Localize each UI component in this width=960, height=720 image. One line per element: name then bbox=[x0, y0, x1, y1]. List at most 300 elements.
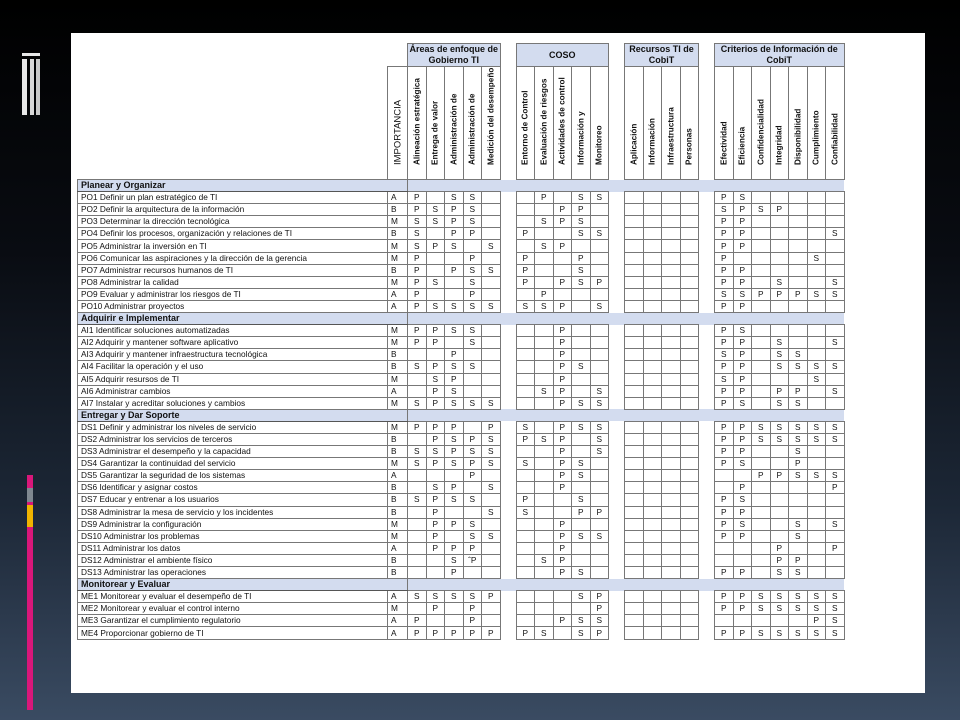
matrix-cell bbox=[752, 458, 771, 470]
table-row bbox=[78, 458, 845, 470]
column-gap bbox=[699, 567, 715, 579]
matrix-cell bbox=[572, 325, 591, 337]
matrix-cell bbox=[752, 506, 771, 518]
section-band bbox=[516, 313, 609, 325]
matrix-cell: S bbox=[408, 458, 427, 470]
matrix-cell: P bbox=[715, 446, 734, 458]
matrix-cell bbox=[643, 385, 662, 397]
matrix-cell bbox=[590, 567, 609, 579]
column-gap bbox=[609, 288, 625, 300]
matrix-cell: S bbox=[770, 627, 789, 639]
table-row bbox=[78, 506, 845, 518]
matrix-cell bbox=[408, 482, 427, 494]
matrix-cell: P bbox=[733, 349, 752, 361]
matrix-cell: S bbox=[590, 530, 609, 542]
importance-value: A bbox=[388, 385, 408, 397]
column-gap bbox=[699, 530, 715, 542]
matrix-cell bbox=[807, 216, 826, 228]
matrix-cell bbox=[680, 518, 699, 530]
importance-value: M bbox=[388, 337, 408, 349]
matrix-cell bbox=[662, 337, 681, 349]
matrix-cell bbox=[625, 397, 644, 409]
matrix-cell bbox=[463, 385, 482, 397]
matrix-cell bbox=[482, 518, 501, 530]
matrix-cell bbox=[826, 494, 845, 506]
matrix-cell bbox=[789, 204, 808, 216]
matrix-cell: P bbox=[572, 252, 591, 264]
matrix-cell bbox=[590, 494, 609, 506]
matrix-cell bbox=[572, 373, 591, 385]
matrix-cell bbox=[752, 228, 771, 240]
matrix-cell bbox=[553, 288, 572, 300]
table-row bbox=[78, 276, 845, 288]
matrix-cell: S bbox=[445, 385, 464, 397]
matrix-cell: P bbox=[408, 300, 427, 312]
importance-value: M bbox=[388, 373, 408, 385]
matrix-cell bbox=[535, 252, 554, 264]
matrix-cell bbox=[826, 567, 845, 579]
matrix-cell bbox=[662, 397, 681, 409]
matrix-cell: S bbox=[715, 349, 734, 361]
window-panes-icon bbox=[20, 53, 42, 115]
matrix-cell: P bbox=[789, 554, 808, 566]
column-gap bbox=[609, 300, 625, 312]
matrix-cell: P bbox=[770, 288, 789, 300]
column-header-label: Confiabilidad bbox=[830, 113, 840, 165]
matrix-cell bbox=[807, 192, 826, 204]
matrix-cell bbox=[643, 421, 662, 433]
matrix-cell bbox=[807, 494, 826, 506]
process-name: AI6 Administrar cambios bbox=[78, 385, 388, 397]
matrix-cell bbox=[662, 530, 681, 542]
matrix-cell bbox=[680, 458, 699, 470]
column-gap bbox=[699, 204, 715, 216]
matrix-cell: S bbox=[572, 228, 591, 240]
matrix-cell: S bbox=[426, 216, 445, 228]
matrix-cell: S bbox=[789, 470, 808, 482]
column-gap bbox=[699, 446, 715, 458]
process-name: ME4 Proporcionar gobierno de TI bbox=[78, 627, 388, 639]
matrix-cell bbox=[516, 554, 535, 566]
section-band bbox=[408, 579, 501, 591]
process-name: DS9 Administrar la configuración bbox=[78, 518, 388, 530]
importance-value: M bbox=[388, 276, 408, 288]
matrix-cell bbox=[625, 325, 644, 337]
matrix-cell: P bbox=[482, 421, 501, 433]
matrix-cell bbox=[789, 264, 808, 276]
matrix-cell bbox=[680, 421, 699, 433]
importance-value: M bbox=[388, 603, 408, 615]
matrix-cell: ˆP bbox=[463, 554, 482, 566]
matrix-cell: S bbox=[408, 228, 427, 240]
matrix-cell: S bbox=[770, 361, 789, 373]
matrix-cell bbox=[662, 192, 681, 204]
matrix-cell bbox=[553, 228, 572, 240]
matrix-cell: S bbox=[752, 421, 771, 433]
section-band bbox=[625, 409, 699, 421]
matrix-cell: P bbox=[463, 288, 482, 300]
column-header-label: Información bbox=[647, 118, 657, 165]
column-header bbox=[408, 67, 427, 180]
matrix-cell bbox=[680, 337, 699, 349]
column-gap bbox=[609, 458, 625, 470]
matrix-cell bbox=[590, 264, 609, 276]
matrix-cell bbox=[807, 458, 826, 470]
column-gap bbox=[699, 216, 715, 228]
matrix-cell bbox=[643, 615, 662, 627]
matrix-cell: P bbox=[426, 337, 445, 349]
matrix-cell: S bbox=[426, 591, 445, 603]
matrix-cell bbox=[807, 300, 826, 312]
matrix-cell: P bbox=[733, 361, 752, 373]
matrix-cell bbox=[482, 228, 501, 240]
column-gap bbox=[609, 397, 625, 409]
section-band bbox=[408, 180, 501, 192]
matrix-cell bbox=[733, 542, 752, 554]
matrix-cell bbox=[516, 216, 535, 228]
matrix-cell bbox=[715, 554, 734, 566]
matrix-cell bbox=[426, 615, 445, 627]
matrix-cell bbox=[643, 506, 662, 518]
process-name: PO10 Administrar proyectos bbox=[78, 300, 388, 312]
table-row bbox=[78, 349, 845, 361]
matrix-cell bbox=[516, 603, 535, 615]
matrix-cell: P bbox=[553, 482, 572, 494]
matrix-cell: S bbox=[590, 192, 609, 204]
matrix-cell: S bbox=[807, 373, 826, 385]
matrix-cell: S bbox=[826, 288, 845, 300]
matrix-cell: P bbox=[553, 300, 572, 312]
matrix-cell bbox=[590, 373, 609, 385]
importance-value: A bbox=[388, 300, 408, 312]
column-header-label: Administración de bbox=[449, 93, 459, 165]
process-name: ME3 Garantizar el cumplimiento regulatorio bbox=[78, 615, 388, 627]
matrix-cell: P bbox=[770, 542, 789, 554]
matrix-cell bbox=[625, 530, 644, 542]
matrix-cell bbox=[662, 470, 681, 482]
matrix-cell: S bbox=[426, 482, 445, 494]
matrix-cell bbox=[516, 373, 535, 385]
matrix-cell bbox=[680, 288, 699, 300]
section-title: Planear y Organizar bbox=[78, 180, 408, 192]
importance-value: B bbox=[388, 554, 408, 566]
matrix-cell bbox=[553, 591, 572, 603]
matrix-cell: P bbox=[516, 276, 535, 288]
column-gap bbox=[609, 579, 625, 591]
process-name: DS6 Identificar y asignar costos bbox=[78, 482, 388, 494]
column-gap bbox=[699, 44, 715, 67]
matrix-cell: S bbox=[789, 591, 808, 603]
matrix-cell: P bbox=[408, 252, 427, 264]
matrix-cell bbox=[807, 567, 826, 579]
matrix-cell bbox=[680, 506, 699, 518]
column-gap bbox=[699, 506, 715, 518]
matrix-cell: P bbox=[715, 325, 734, 337]
matrix-cell bbox=[445, 276, 464, 288]
matrix-cell bbox=[733, 470, 752, 482]
column-header bbox=[643, 67, 662, 180]
matrix-cell: P bbox=[715, 252, 734, 264]
matrix-cell bbox=[445, 530, 464, 542]
matrix-cell bbox=[553, 252, 572, 264]
matrix-cell bbox=[535, 228, 554, 240]
table-row bbox=[78, 627, 845, 639]
process-name: DS8 Administrar la mesa de servicio y los incidentes bbox=[78, 506, 388, 518]
process-name: AI1 Identificar soluciones automatizadas bbox=[78, 325, 388, 337]
column-gap bbox=[500, 397, 516, 409]
column-header-label: Aplicación bbox=[629, 123, 639, 165]
matrix-cell bbox=[516, 192, 535, 204]
matrix-cell bbox=[643, 518, 662, 530]
matrix-cell bbox=[590, 518, 609, 530]
matrix-cell: P bbox=[715, 567, 734, 579]
matrix-cell bbox=[752, 615, 771, 627]
matrix-cell bbox=[680, 240, 699, 252]
matrix-cell bbox=[752, 518, 771, 530]
matrix-cell: S bbox=[789, 603, 808, 615]
matrix-cell bbox=[535, 518, 554, 530]
matrix-cell bbox=[516, 240, 535, 252]
matrix-cell bbox=[643, 446, 662, 458]
table-row bbox=[78, 433, 845, 445]
matrix-cell bbox=[807, 506, 826, 518]
matrix-cell: S bbox=[715, 288, 734, 300]
matrix-cell: S bbox=[535, 216, 554, 228]
section-band bbox=[516, 409, 609, 421]
column-gap bbox=[500, 518, 516, 530]
table-row bbox=[78, 554, 845, 566]
matrix-cell: P bbox=[408, 615, 427, 627]
matrix-cell: P bbox=[408, 264, 427, 276]
header-blank-cell bbox=[78, 44, 408, 67]
column-gap bbox=[500, 506, 516, 518]
column-gap bbox=[609, 361, 625, 373]
column-gap bbox=[609, 264, 625, 276]
matrix-cell: P bbox=[426, 506, 445, 518]
importance-value: B bbox=[388, 204, 408, 216]
matrix-cell: P bbox=[733, 530, 752, 542]
matrix-cell bbox=[535, 421, 554, 433]
matrix-cell: P bbox=[553, 385, 572, 397]
table-row bbox=[78, 325, 845, 337]
column-gap bbox=[609, 67, 625, 180]
matrix-cell bbox=[643, 554, 662, 566]
matrix-cell bbox=[680, 385, 699, 397]
matrix-cell: S bbox=[590, 300, 609, 312]
matrix-cell: P bbox=[733, 373, 752, 385]
column-gap bbox=[699, 591, 715, 603]
matrix-cell: P bbox=[426, 421, 445, 433]
column-gap bbox=[609, 542, 625, 554]
matrix-cell bbox=[535, 506, 554, 518]
matrix-cell: S bbox=[789, 433, 808, 445]
matrix-cell bbox=[426, 192, 445, 204]
matrix-cell bbox=[770, 373, 789, 385]
matrix-cell: S bbox=[826, 433, 845, 445]
column-gap bbox=[699, 288, 715, 300]
matrix-cell: P bbox=[426, 530, 445, 542]
column-gap bbox=[500, 337, 516, 349]
matrix-cell bbox=[535, 325, 554, 337]
process-name: PO6 Comunicar las aspiraciones y la dirección de la gerencia bbox=[78, 252, 388, 264]
column-header-label: Actividades de control bbox=[557, 77, 567, 165]
matrix-cell bbox=[572, 240, 591, 252]
matrix-cell bbox=[680, 615, 699, 627]
matrix-cell bbox=[590, 337, 609, 349]
matrix-cell: S bbox=[463, 300, 482, 312]
matrix-cell: P bbox=[408, 337, 427, 349]
column-gap bbox=[500, 288, 516, 300]
matrix-cell: P bbox=[463, 603, 482, 615]
matrix-cell bbox=[680, 397, 699, 409]
matrix-cell bbox=[680, 530, 699, 542]
matrix-cell bbox=[733, 554, 752, 566]
matrix-cell: S bbox=[408, 397, 427, 409]
importance-value: B bbox=[388, 446, 408, 458]
matrix-cell bbox=[590, 216, 609, 228]
matrix-cell bbox=[625, 300, 644, 312]
matrix-cell bbox=[680, 373, 699, 385]
matrix-cell: P bbox=[715, 458, 734, 470]
matrix-cell: S bbox=[807, 591, 826, 603]
column-header bbox=[445, 67, 464, 180]
section-band bbox=[715, 180, 845, 192]
matrix-cell bbox=[752, 337, 771, 349]
matrix-cell bbox=[680, 216, 699, 228]
column-gap bbox=[699, 579, 715, 591]
matrix-cell: P bbox=[445, 228, 464, 240]
matrix-cell bbox=[807, 554, 826, 566]
matrix-cell bbox=[680, 276, 699, 288]
table-row bbox=[78, 216, 845, 228]
matrix-cell bbox=[516, 542, 535, 554]
matrix-cell bbox=[770, 264, 789, 276]
table-row bbox=[78, 300, 845, 312]
column-gap bbox=[609, 506, 625, 518]
matrix-cell bbox=[643, 204, 662, 216]
matrix-cell bbox=[482, 615, 501, 627]
matrix-cell: P bbox=[752, 470, 771, 482]
importance-value: A bbox=[388, 591, 408, 603]
matrix-cell: P bbox=[715, 240, 734, 252]
matrix-cell: S bbox=[826, 421, 845, 433]
matrix-cell: P bbox=[516, 627, 535, 639]
matrix-cell: S bbox=[826, 627, 845, 639]
matrix-cell bbox=[572, 385, 591, 397]
matrix-cell: S bbox=[826, 470, 845, 482]
matrix-cell: P bbox=[553, 397, 572, 409]
matrix-cell: S bbox=[770, 276, 789, 288]
table-row bbox=[78, 373, 845, 385]
matrix-cell bbox=[535, 373, 554, 385]
process-name: PO5 Administrar la inversión en TI bbox=[78, 240, 388, 252]
importance-value: M bbox=[388, 216, 408, 228]
matrix-cell bbox=[625, 385, 644, 397]
process-name: DS10 Administrar los problemas bbox=[78, 530, 388, 542]
group-header-2: COSO bbox=[516, 44, 609, 67]
matrix-cell bbox=[516, 337, 535, 349]
column-header-label: Información y bbox=[576, 111, 586, 165]
column-gap bbox=[699, 554, 715, 566]
matrix-cell: P bbox=[553, 325, 572, 337]
column-header-label: Alineación estratégica bbox=[412, 78, 422, 165]
matrix-cell bbox=[535, 470, 554, 482]
column-header bbox=[733, 67, 752, 180]
matrix-cell bbox=[426, 264, 445, 276]
cobit-matrix-table bbox=[77, 43, 845, 640]
matrix-cell bbox=[807, 240, 826, 252]
matrix-cell: S bbox=[752, 603, 771, 615]
column-gap bbox=[609, 482, 625, 494]
matrix-cell: P bbox=[553, 446, 572, 458]
matrix-cell bbox=[826, 252, 845, 264]
matrix-cell: S bbox=[408, 361, 427, 373]
column-gap bbox=[609, 518, 625, 530]
matrix-cell: P bbox=[463, 627, 482, 639]
matrix-cell bbox=[826, 192, 845, 204]
matrix-cell bbox=[680, 627, 699, 639]
matrix-cell bbox=[715, 470, 734, 482]
matrix-cell: P bbox=[715, 603, 734, 615]
column-gap bbox=[609, 240, 625, 252]
matrix-cell: P bbox=[553, 361, 572, 373]
matrix-cell bbox=[662, 361, 681, 373]
matrix-cell bbox=[553, 627, 572, 639]
matrix-cell: S bbox=[572, 216, 591, 228]
matrix-cell bbox=[826, 554, 845, 566]
matrix-cell: S bbox=[572, 192, 591, 204]
column-header bbox=[826, 67, 845, 180]
column-gap bbox=[500, 325, 516, 337]
matrix-cell: P bbox=[572, 204, 591, 216]
matrix-cell: P bbox=[408, 627, 427, 639]
matrix-cell: P bbox=[553, 615, 572, 627]
process-name: PO8 Administrar la calidad bbox=[78, 276, 388, 288]
matrix-cell bbox=[408, 385, 427, 397]
section-title: Monitorear y Evaluar bbox=[78, 579, 408, 591]
matrix-cell: P bbox=[733, 603, 752, 615]
table-row bbox=[78, 518, 845, 530]
column-gap bbox=[609, 530, 625, 542]
matrix-cell bbox=[463, 240, 482, 252]
matrix-cell bbox=[643, 349, 662, 361]
matrix-cell: S bbox=[733, 458, 752, 470]
column-gap bbox=[699, 458, 715, 470]
matrix-cell bbox=[625, 276, 644, 288]
matrix-cell bbox=[680, 554, 699, 566]
matrix-cell: P bbox=[553, 433, 572, 445]
process-name: DS7 Educar y entrenar a los usuarios bbox=[78, 494, 388, 506]
matrix-cell: P bbox=[715, 518, 734, 530]
matrix-cell bbox=[643, 228, 662, 240]
column-header bbox=[535, 67, 554, 180]
matrix-cell bbox=[590, 361, 609, 373]
matrix-cell bbox=[826, 264, 845, 276]
matrix-cell: S bbox=[463, 446, 482, 458]
matrix-cell: P bbox=[445, 446, 464, 458]
table-row bbox=[78, 470, 845, 482]
section-title: Entregar y Dar Soporte bbox=[78, 409, 408, 421]
matrix-cell bbox=[643, 627, 662, 639]
column-gap bbox=[609, 204, 625, 216]
matrix-cell: P bbox=[553, 204, 572, 216]
matrix-cell bbox=[770, 482, 789, 494]
matrix-cell bbox=[752, 252, 771, 264]
column-gap bbox=[609, 567, 625, 579]
matrix-cell: S bbox=[826, 518, 845, 530]
matrix-cell bbox=[770, 446, 789, 458]
column-gap bbox=[699, 252, 715, 264]
